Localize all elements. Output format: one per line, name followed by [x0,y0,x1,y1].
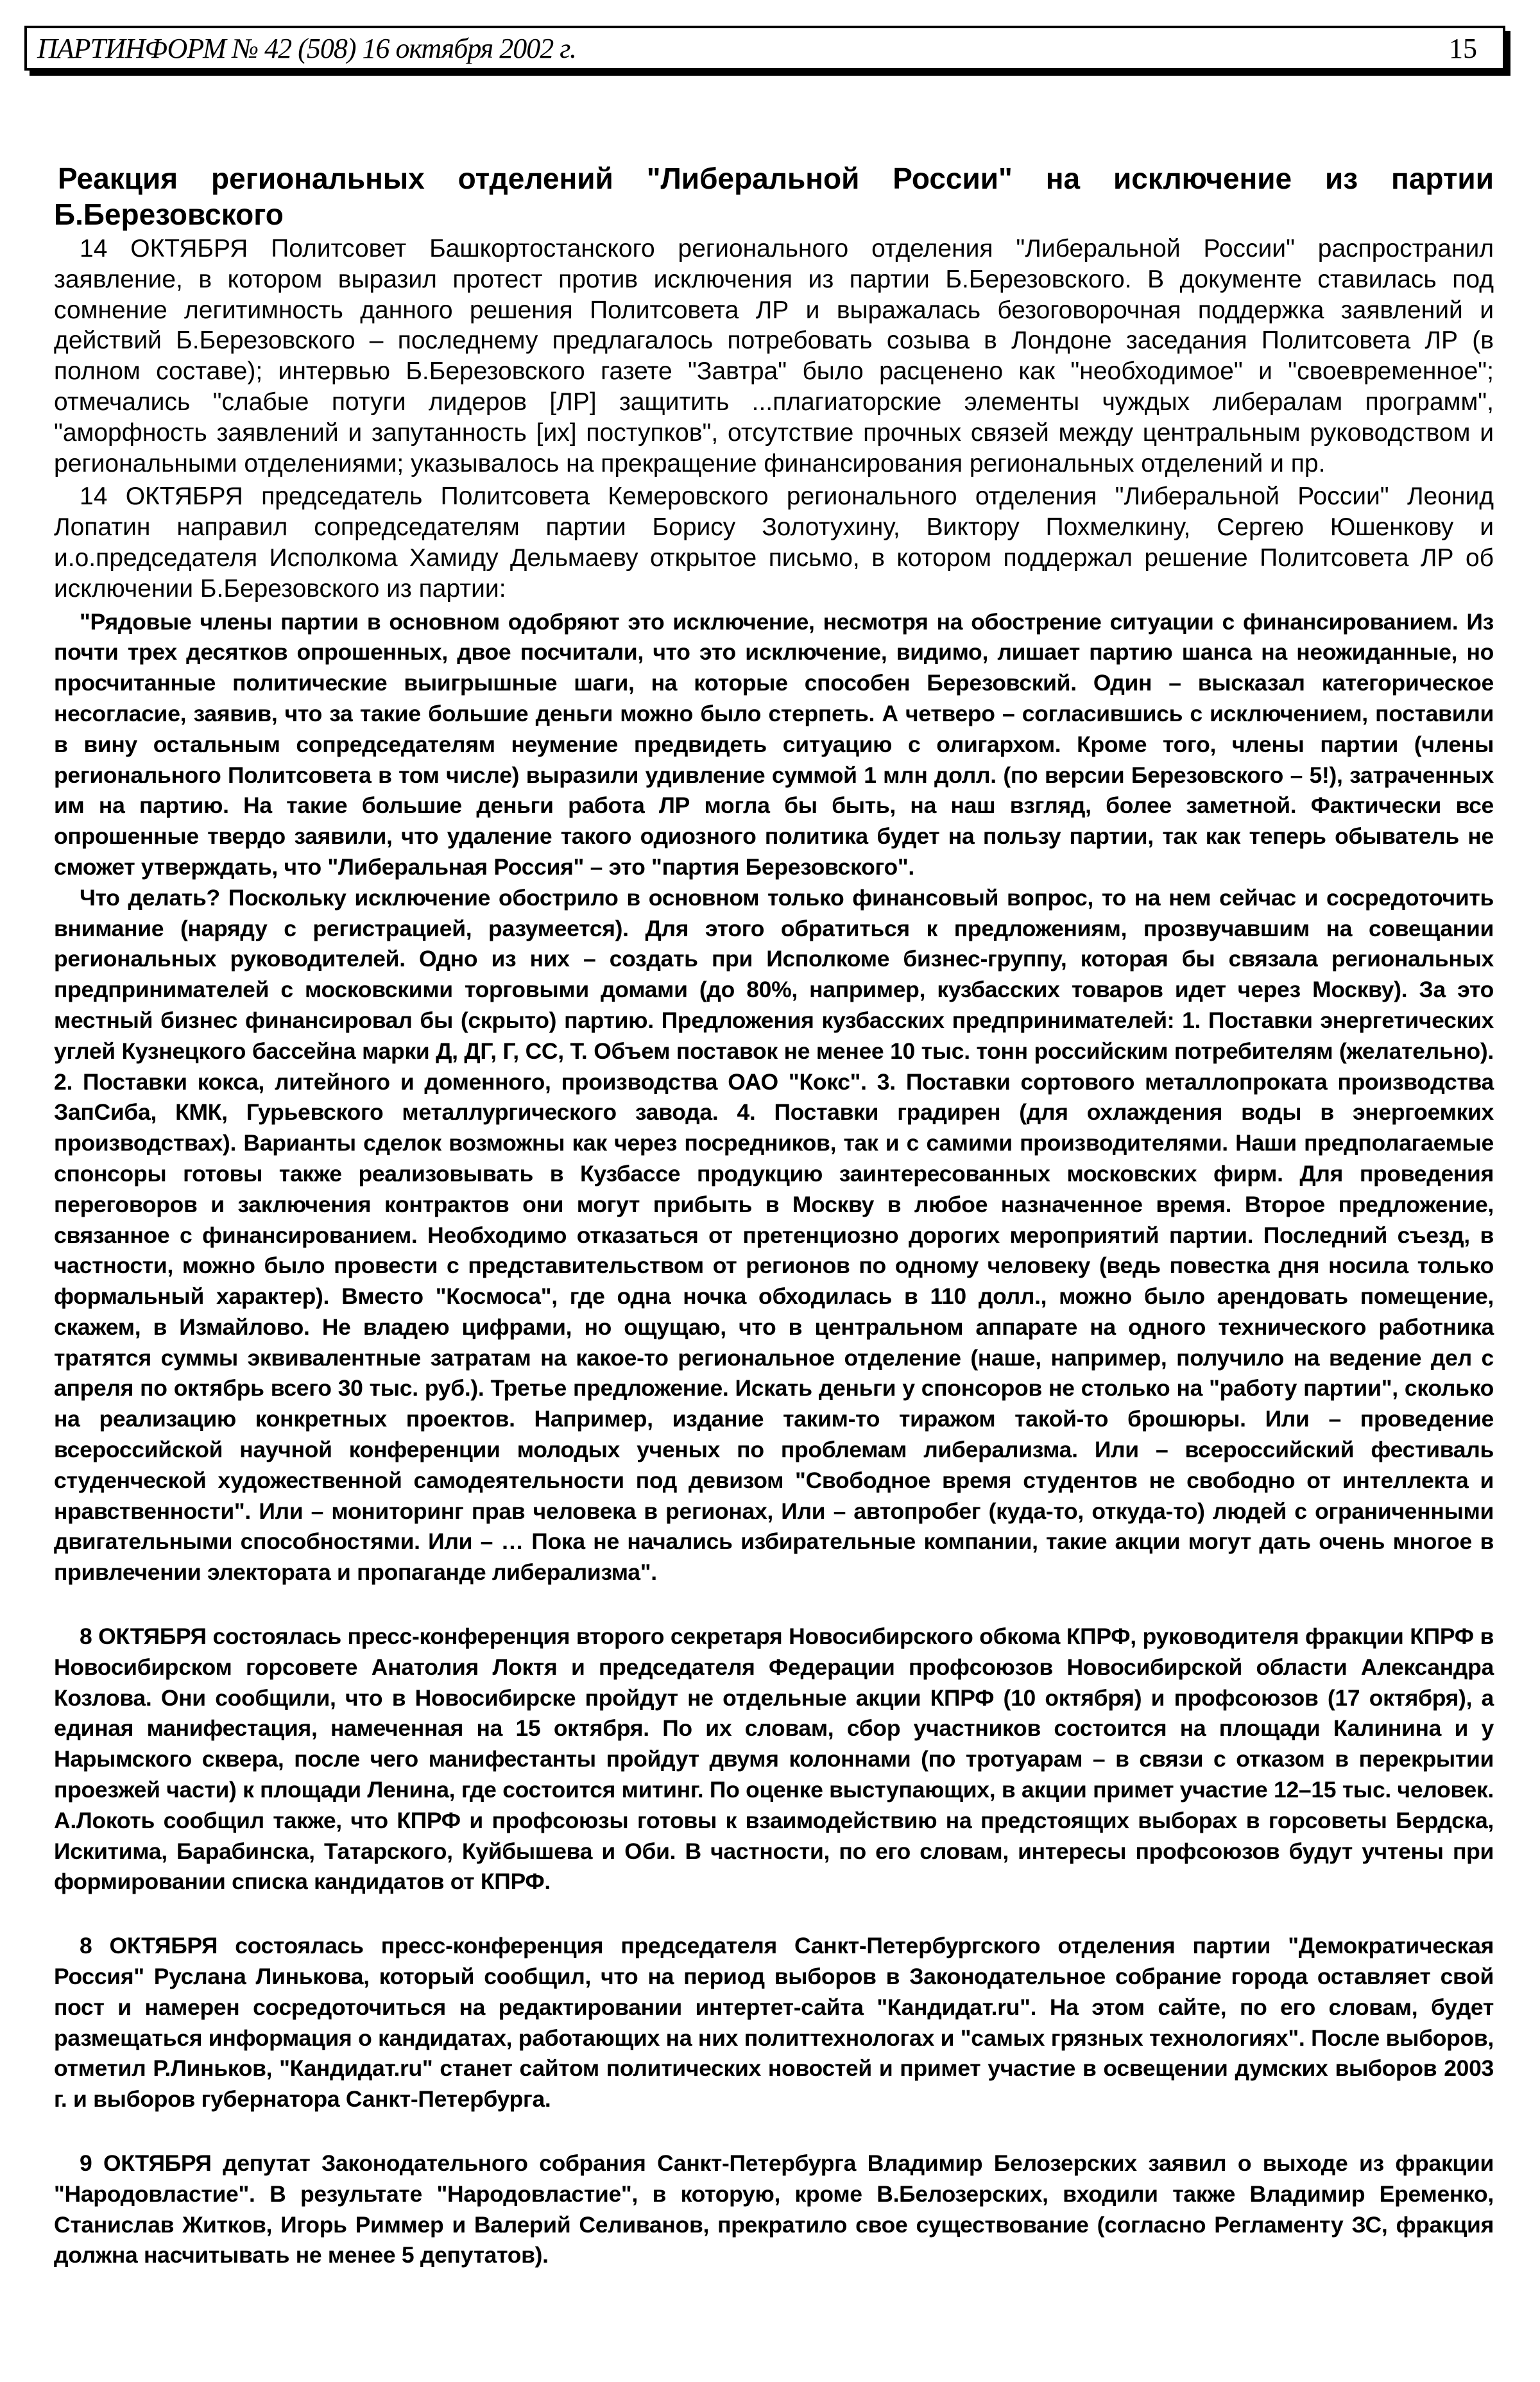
news-item: 9 ОКТЯБРЯ депутат Законодательного собрания Санкт-Петербурга Владимир Белозерских заявил о выходе из фракции "Народовластие". В результате "Народовластие", в которую, кроме В.Белозерских, входили также Владимир Еременко, Станислав Житков, Игорь Риммер и Валерий Селиванов, прекратило свое существование (согласно Регламенту ЗС, фракция должна насчитывать не менее 5 депутатов). [54,2150,1494,2268]
paragraph: 14 ОКТЯБРЯ председатель Политсовета Кемеровского регионального отделения "Либеральной России" Леонид Лопатин направил сопредседателям партии Борису Золотухину, Виктору Похмелкину, Сергею Юшенкову и и.о.председателя Исполкома Хамиду Дельмаеву открытое письмо, в котором поддержал решение Политсовета ЛР об исключении Б.Березовского из партии: [54,483,1494,603]
page-header [24,26,1505,71]
article-title: Реакция региональных отделений "Либеральной России" на исключение из партии Б.Березовского [54,162,1494,231]
quote-paragraph: "Рядовые члены партии в основном одобряют это исключение, несмотря на обострение ситуации с финансированием. Из почти трех десятков опрошенных, двое посчитали, что это исключение, видимо, лишает партию шанса на неожиданные, но просчитанные политические выигрышные шаги, на которые способен Березовский. Один – высказал категорическое несогласие, заявив, что за такие большие деньги можно было стерпеть. А четверо – согласившись с исключением, поставили в вину остальным сопредседателям неумение предвидеть ситуацию с олигархом. Кроме того, члены партии (члены регионального Политсовета в том числе) выразили удивление суммой 1 млн долл. (по версии Березовского – 5!), затраченных им на партию. На такие большие деньги работа ЛР могла бы быть, на наш взгляд, более заметной. Фактически все опрошенные твердо заявили, что удаление такого одиозного политика будет на пользу партии, так как теперь обыватель не сможет утверждать, что "Либеральная Россия" – это "партия Березовского". [54,608,1494,880]
page-content [54,160,1494,2271]
page-number: 15 [1449,33,1477,64]
news-item: 8 ОКТЯБРЯ состоялась пресс-конференция второго секретаря Новосибирского обкома КПРФ, руководителя фракции КПРФ в Новосибирском горсовете Анатолия Локтя и председателя Федерации профсоюзов Новосибирской области Александра Козлова. Они сообщили, что в Новосибирске пройдут не отдельные акции КПРФ (10 октября) и профсоюзов (17 октября), а единая манифестация, намеченная на 15 октября. По их словам, сбор участников состоится на площади Калинина и у Нарымского сквера, после чего манифестанты пройдут двумя колоннами (по тротуарам – в связи с отказом в перекрытии проезжей части) к площади Ленина, где состоится митинг. По оценке выступающих, в акции примет участие 12–15 тыс. человек. А.Локоть сообщил также, что КПРФ и профсоюзы готовы к взаимодействию на предстоящих выборах в горсоветы Бердска, Искитима, Барабинска, Татарского, Куйбышева и Оби. В частности, по его словам, интересы профсоюзов будут учтены при формировании списка кандидатов от КПРФ. [54,1624,1494,1895]
quote-paragraph: Что делать? Поскольку исключение обострило в основном только финансовый вопрос, то на нем сейчас и сосредоточить внимание (наряду с регистрацией, разумеется). Для этого обратиться к предложениям, прозвучавшим на совещании региональных руководителей. Одно из них – создать при Исполкоме бизнес-группу, которая бы связала региональных предпринимателей с московскими торговыми домами (до 80%, например, кузбасских товаров идет через Москву). За это местный бизнес финансировал бы (скрыто) партию. Предложения кузбасских предпринимателей: 1. Поставки энергетических углей Кузнецкого бассейна марки Д, ДГ, Г, СС, Т. Объем поставок не менее 10 тыс. тонн российским потребителям (желательно). 2. Поставки кокса, литейного и доменного, производства ОАО "Кокс". 3. Поставки сортового металлопроката производства ЗапСиба, КМК, Гурьевского металлургического завода. 4. Поставки градирен (для охлаждения воды в энергоемких производствах). Варианты сделок возможны как через посредников, так и с самими производителями. Наши предполагаемые спонсоры готовы также реализовывать в Кузбассе продукцию заинтересованных московских фирм. Для проведения переговоров и заключения контрактов они могут прибыть в Москву в любое назначенное время. Второе предложение, связанное с финансированием. Необходимо отказаться от претенциозно дорогих мероприятий партии. Последний съезд, в частности, можно было провести с представительством от регионов по одному человеку (ведь повестка дня носила только формальный характер). Вместо "Космоса", где одна ночка обходилась в 110 долл., можно было арендовать помещение, скажем, в Измайлово. Не владею цифрами, но ощущаю, что в центральном аппарате на одного технического работника тратятся суммы эквивалентные затратам на какое-то региональное отделение (наше, например, получило на ведение дел с апреля по октябрь всего 30 тыс. руб.). Третье предложение. Искать деньги у спонсоров не столько на "работу партии", сколько на реализацию конкретных проектов. Например, издание таким-то тиражом такой-то брошюры. Или – проведение всероссийской научной конференции молодых ученых по проблемам либерализма. Или – всероссийский фестиваль студенческой художественной самодеятельности под девизом "Свободное время студентов не свободно от интеллекта и нравственности". Или – мониторинг прав человека в регионах, Или – автопробег (куда-то, откуда-то) людей с ограниченными двигательными способностями. Или – … Пока не начались избирательные компании, такие акции могут дать очень многое в привлечении электората и пропаганде либерализма". [54,884,1494,1586]
paragraph: 14 ОКТЯБРЯ Политсовет Башкортостанского регионального отделения "Либеральной России" распространил заявление, в котором выразил протест против исключения из партии Б.Березовского. В документе ставилась под сомнение легитимность данного решения Политсовета ЛР и выражалась безоговорочная поддержка заявлений и действий Б.Березовского – последнему предлагалось потребовать созыва в Лондоне заседания Политсовета ЛР (в полном составе); интервью Б.Березовского газете "Завтра" было расценено как "необходимое" и "своевременное"; отмечались "слабые потуги лидеров [ЛР] защитить ...плагиаторские элементы чуждых либералам программ", "аморфность заявлений и запутанность [их] поступков", отсутствие прочных связей между центральным руководством и региональными отделениями; указывалось на прекращение финансирования региональных отделений и пр. [54,235,1494,477]
publication-title: ПАРТИНФОРМ № 42 (508) 16 октября 2002 г. [37,33,576,64]
news-item: 8 ОКТЯБРЯ состоялась пресс-конференция председателя Санкт-Петербургского отделения партии "Демократическая Россия" Руслана Линькова, который сообщил, что на период выборов в Законодательное собрание города оставляет свой пост и намерен сосредоточиться на редактировании интертет-сайта "Кандидат.ru". На этом сайте, по его словам, будет размещаться информация о кандидатах, работающих на них политтехнологах и "самых грязных технологиях". После выборов, отметил Р.Линьков, "Кандидат.ru" станет сайтом политических новостей и примет участие в освещении думских выборов 2003 г. и выборов губернатора Санкт-Петербурга. [54,1933,1494,2112]
